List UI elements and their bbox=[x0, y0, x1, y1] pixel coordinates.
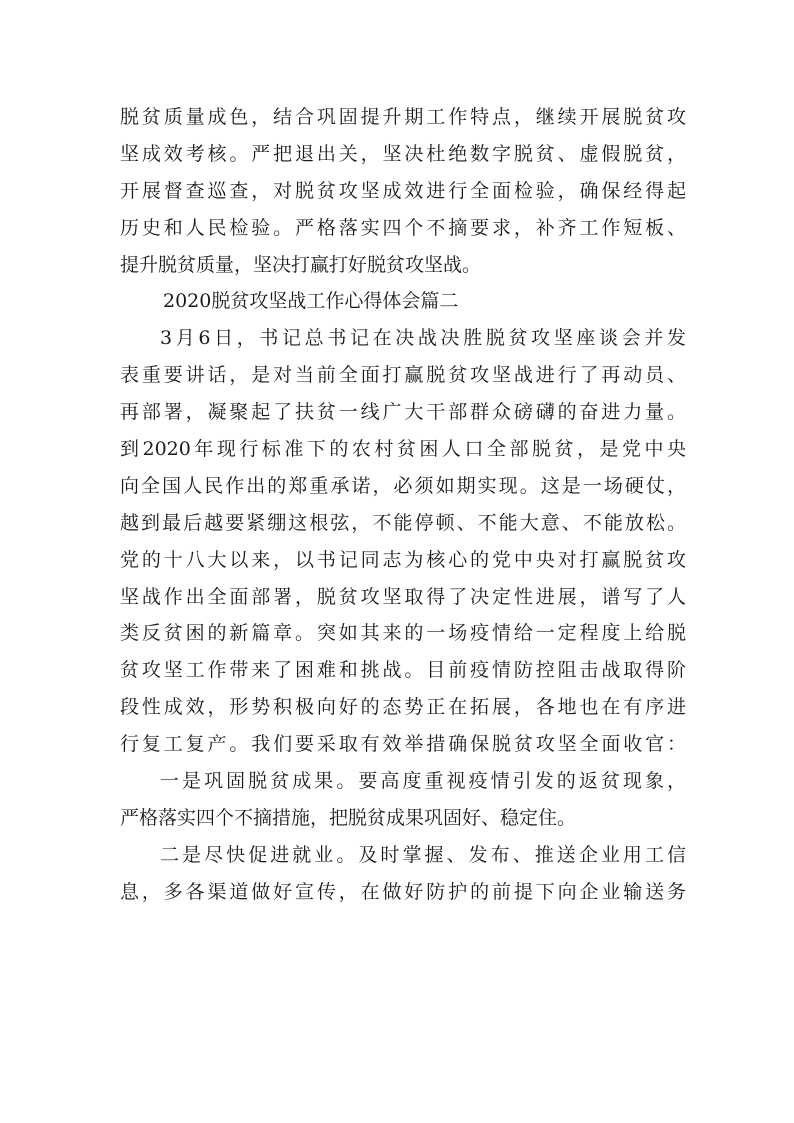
text-line: 历史和人民检验。严格落实四个不摘要求，补齐工作短板、 bbox=[120, 216, 686, 239]
text-line: 坚战作出全面部署，脱贫攻坚取得了决定性进展，谱写了人 bbox=[120, 585, 686, 608]
text-line: 再部署，凝聚起了扶贫一线广大干部群众磅礴的奋进力量。 bbox=[120, 401, 686, 424]
text-line: 息，多各渠道做好宣传，在做好防护的前提下向企业输送务 bbox=[120, 880, 686, 903]
text-line: 行复工复产。我们要采取有效举措确保脱贫攻坚全面收官： bbox=[120, 733, 686, 756]
text-line: 类反贫困的新篇章。突如其来的一场疫情给一定程度上给脱 bbox=[120, 622, 686, 645]
text-line: 二是尽快促进就业。及时掌握、发布、推送企业用工信 bbox=[160, 843, 686, 866]
text-line: 严格落实四个不摘措施，把脱贫成果巩固好、稳定住。 bbox=[120, 806, 577, 829]
text-line: 贫攻坚工作带来了困难和挑战。目前疫情防控阻击战取得阶 bbox=[120, 659, 686, 682]
text-line: 3月6日，书记总书记在决战决胜脱贫攻坚座谈会并发 bbox=[160, 327, 686, 350]
text-line: 表重要讲话，是对当前全面打赢脱贫攻坚战进行了再动员、 bbox=[120, 364, 686, 387]
text-line: 党的十八大以来，以书记同志为核心的党中央对打赢脱贫攻 bbox=[120, 548, 686, 571]
text-line: 段性成效，形势积极向好的态势正在拓展，各地也在有序进 bbox=[120, 696, 686, 719]
text-line: 开展督查巡查，对脱贫攻坚成效进行全面检验，确保经得起 bbox=[120, 179, 686, 202]
text-line: 一是巩固脱贫成果。要高度重视疫情引发的返贫现象， bbox=[160, 770, 686, 793]
text-line: 脱贫质量成色，结合巩固提升期工作特点，继续开展脱贫攻 bbox=[120, 106, 686, 128]
text-line: 坚成效考核。严把退出关，坚决杜绝数字脱贫、虚假脱贫， bbox=[120, 142, 686, 165]
text-line: 到2020年现行标准下的农村贫困人口全部脱贫，是党中央 bbox=[120, 438, 686, 461]
text-line: 提升脱贫质量，坚决打赢打好脱贫攻坚战。 bbox=[120, 253, 482, 276]
text-line: 越到最后越要紧绷这根弦，不能停顿、不能大意、不能放松。 bbox=[120, 511, 686, 534]
section-heading: 2020脱贫攻坚战工作心得体会篇二 bbox=[163, 290, 459, 313]
text-line: 向全国人民作出的郑重承诺，必须如期实现。这是一场硬仗， bbox=[120, 474, 686, 497]
document-body bbox=[120, 99, 686, 911]
